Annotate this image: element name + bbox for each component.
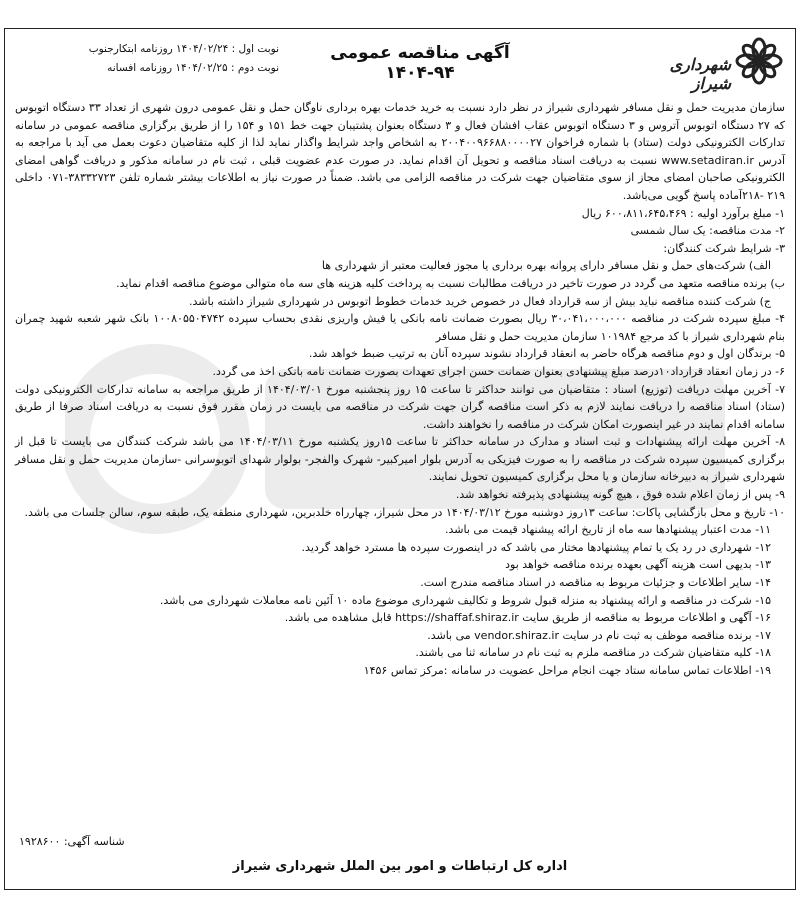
list-item: ۹- پس از زمان اعلام شده فوق ، هیچ گونه پیشنهادی پذیرفته نخواهد شد. (455, 488, 785, 502)
list-item: الف) شرکت‌های حمل و نقل مسافر دارای پروانه بهره برداری یا مجوز فعالیت معتبر از شهرداری ها (321, 259, 771, 273)
list-item: ۷- آخرین مهلت دریافت (توزیع) اسناد : متقاضیان می توانند حداکثر تا ساعت ۱۵ روز پنجشنبه مورخ ۱۴۰۴/۰۳/۰۱ از طریق مراجعه به سامانه تدارکات الکترونیکی دولت (ستاد) اسناد مناقصه را دریافت نمایند لازم به ذکر است مناقصه گران جهت شرکت در مناقصه می بایست در زمان مقرر فوق نسبت به دریافت اسناد صرفا از طریق سامانه اقدام نمایند در غیر اینصورت امکان شرکت در مناقصه را نخواهند داشت. (15, 382, 785, 431)
list-item: ۱۰- تاریخ و محل بازگشایی پاکات: ساعت ۱۳روز دوشنبه مورخ ۱۴۰۴/۰۳/۱۲ در محل شیراز، چهارراه خلدبرین، شهرداری منطقه یک، طبقه سوم، سالن جلسات می باشد. (24, 505, 785, 519)
ad-header (5, 29, 795, 99)
list-item: ۱۳- بدیهی است هزینه آگهی بعهده برنده مناقصه خواهد بود (505, 558, 771, 572)
list-item: ۱۶- آگهی و اطلاعات مربوط به مناقصه از طریق سایت https://shaffaf.shiraz.ir قابل مشاهده می باشد. (284, 611, 771, 625)
list-item: ۱- مبلغ برآورد اولیه : ۶۰۰،۸۱۱،۶۴۵،۴۶۹ ریال (581, 206, 785, 220)
publication-second: نوبت دوم : ۱۴۰۴/۰۲/۲۵ روزنامه افسانه (107, 62, 279, 74)
intro-paragraph: سازمان مدیریت حمل و نقل مسافر شهرداری شیراز در نظر دارد نسبت به خرید خدمات بهره برداری ناوگان حمل و نقل عمومی درون شهری از تعداد ۳۳ دستگاه اتوبوس که ۲۷ دستگاه اتوبوس آتروس و ۳ دستگاه اتوبوس عقاب افشان فعال و ۳ دستگاه بعنوان پشتیبان جهت خط ۱۵۱ و ۱۵۴ را از طریق برگزاری مناقصه عمومی در سامانه تدارکات الکترونیکی دولت (ستاد) با شماره فراخوان ۲۰۰۴۰۰۹۶۶۸۸۰۰۰۰۲۷ به اشخاص واجد شرایط واگذار نماید لذا از کلیه متقاضیان دعوت بعمل می آید با مراجعه به آدرس www.setadiran.ir نسبت به دریافت اسناد مناقصه و تحویل آن اقدام نماید. در صورت عدم عضویت قبلی ، ثبت نام در سامانه مذکور و دریافت گواهی امضای الکترونیکی صاحبان امضای مجاز از سوی متقاضیان جهت شرکت در مناقصه الزامی می باشد. ضمناً در صورت نیاز به اطلاعات بیشتر شماره تلفن ۳۸۳۳۲۷۲۳-۰۷۱ داخلی ۲۱۹ -۲۱۸آماده پاسخ گویی می‌باشد. (15, 101, 785, 202)
list-item: ۲- مدت مناقصه: یک سال شمسی (630, 224, 785, 238)
list-item: ۱۸- کلیه متقاضیان شرکت در مناقصه ملزم به ثبت نام در سامانه ثنا می باشند. (415, 646, 771, 660)
list-item: ب) برنده مناقصه متعهد می گردد در صورت تاخیر در دریافت مطالبات نسبت به پرداخت کلیه هزینه های سه ماه متوالی موضوع مناقصه اقدام نماید. (116, 276, 785, 290)
list-item: ۱۱- مدت اعتبار پیشنهادها سه ماه از تاریخ ارائه پیشنهاد قیمت می باشد. (445, 523, 771, 537)
list-item: ۵- برندگان اول و دوم مناقصه هرگاه حاضر به انعقاد قرارداد نشوند سپرده آنان به ترتیب ضبط خواهد شد. (308, 347, 785, 361)
flower-emblem-icon (735, 37, 783, 85)
list-item: ۶- در زمان انعقاد قرارداد۱۰درصد مبلغ پیشنهادی بعنوان ضمانت حسن اجرای تعهدات بصورت ضمانت نامه بانکی اخذ می گردد. (212, 364, 785, 378)
list-item: ۱۷- برنده مناقصه موظف به ثبت نام در سایت vendor.shiraz.ir می باشد. (427, 628, 771, 642)
list-item: ۴- مبلغ سپرده شرکت در مناقصه ۳۰،۰۴۱،۰۰۰،۰۰۰ ریال بصورت ضمانت نامه بانکی یا فیش واریزی نقدی بحساب سپرده ۱۰۰۸۰۵۵۰۴۷۴۲ بانک شهر شعبه شهید چمران بنام شهرداری شیراز با کد مرجع ۱۰۱۹۸۴ سازمان مدیریت حمل و نقل مسافر (15, 312, 785, 343)
ad-title: آگهی مناقصه عمومی ۹۴-۱۴۰۴ (330, 43, 510, 83)
logo-wordmark: شهرداری شیراز (669, 55, 731, 93)
list-item: ۳- شرایط شرکت کنندگان: (663, 241, 785, 255)
list-item: ۱۴- سایر اطلاعات و جزئیات مربوط به مناقصه در اسناد مناقصه مندرج است. (420, 576, 771, 590)
ad-id: شناسه آگهی: ۱۹۲۸۶۰۰ (19, 835, 125, 848)
issuing-organization: اداره کل ارتباطات و امور بین الملل شهرداری شیراز (232, 859, 568, 874)
list-item: ۸- آخرین مهلت ارائه پیشنهادات و ثبت اسناد و مدارک در سامانه حداکثر تا ساعت ۱۵روز یکشنبه مورخ ۱۴۰۴/۰۳/۱۱ می باشد شرکت کنندگان می بایست تا قبل از برگزاری کمیسیون سپرده شرکت در مناقصه را به صورت فیزیکی به آدرس بلوار امیرکبیر- شهرک والفجر- بولوار شهدای اتوبوسرانی -سازمان مدیریت حمل و نقل مسافر شهرداری شیراز به دبیرخانه سازمان و یا محل برگزاری کمیسیون تحویل نمایند. (15, 435, 785, 484)
shiraz-municipality-logo (653, 37, 783, 93)
publication-first: نوبت اول : ۱۴۰۴/۰۲/۲۴ روزنامه ابتکارجنوب (88, 43, 279, 55)
list-item: ۱۲- شهرداری در رد یک یا تمام پیشنهادها مختار می باشد که در اینصورت سپرده ها مسترد خواهد گردید. (301, 540, 771, 554)
ad-body (15, 99, 785, 680)
list-item: ۱۹- اطلاعات تماس سامانه ستاد جهت انجام مراحل عضویت در سامانه :مرکز تماس ۱۴۵۶ (363, 664, 771, 677)
list-item: ۱۵- شرکت در مناقصه و ارائه پیشنهاد به منزله قبول شروط و تکالیف شهرداری موضوع ماده ۱۰ آئین نامه معاملات شهرداری می باشد. (159, 593, 771, 607)
ad-frame (4, 28, 796, 890)
list-item: ج) شرکت کننده مناقصه نباید بیش از سه قرارداد فعال در خصوص خرید خدمات خطوط اتوبوس در شهرداری شیراز داشته باشد. (189, 294, 771, 308)
